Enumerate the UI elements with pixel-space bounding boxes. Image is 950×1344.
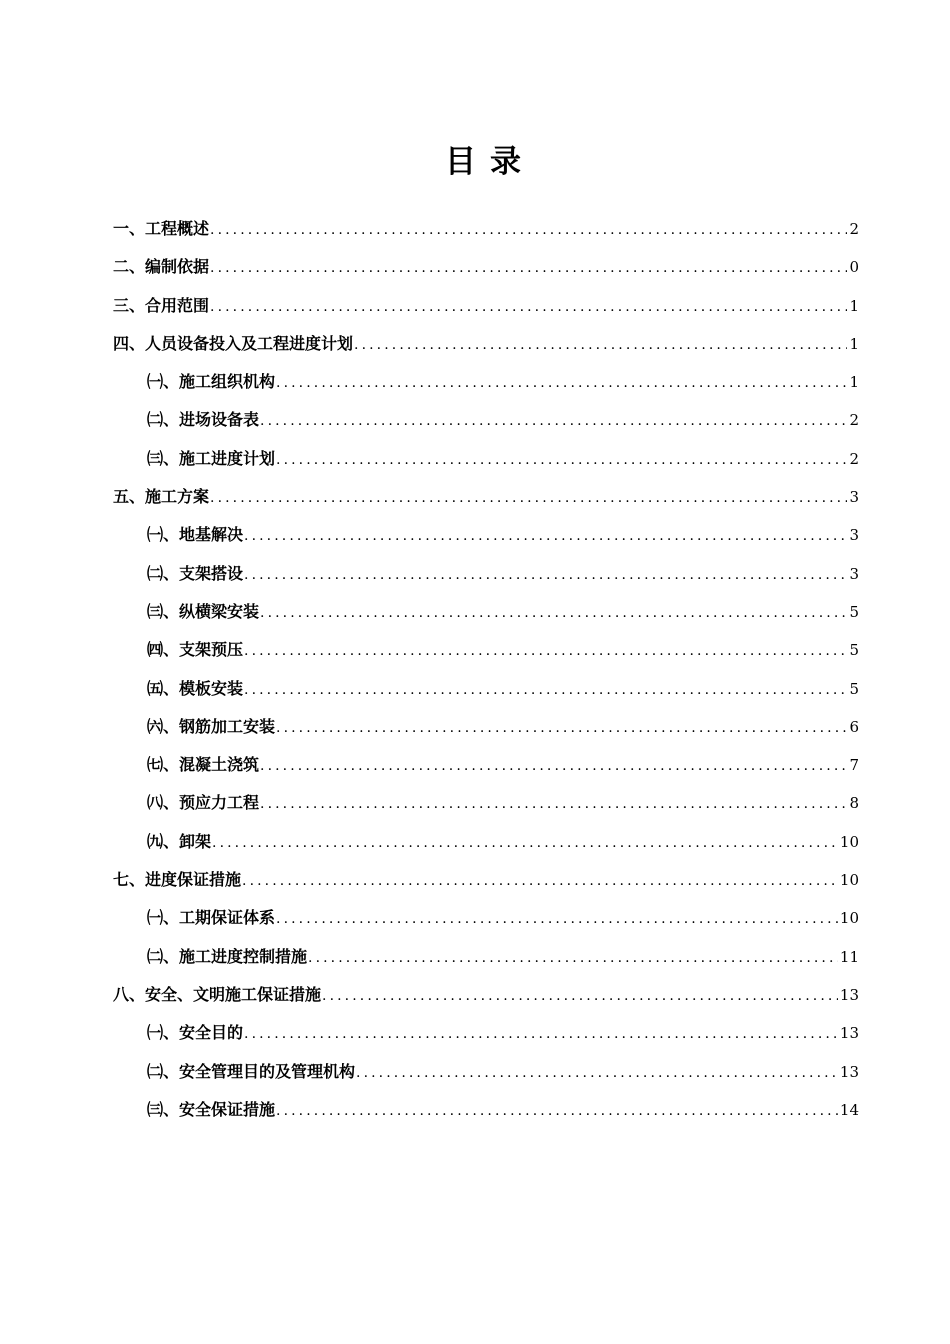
toc-page-number: 10: [839, 871, 859, 890]
toc-dot-leader: [276, 1092, 838, 1130]
toc-entry-section[interactable]: [113, 478, 859, 516]
toc-entry-label: ㈢、安全保证措施: [147, 1099, 276, 1119]
toc-page-number: 1: [849, 373, 859, 392]
toc-entry-subsection[interactable]: [113, 899, 859, 937]
toc-entry-subsection[interactable]: [113, 1014, 859, 1052]
toc-dot-leader: [242, 862, 838, 900]
toc-page-number: 10: [839, 909, 859, 928]
toc-title: 目录: [445, 144, 535, 180]
toc-entry-label: ㈧、预应力工程: [147, 793, 260, 813]
toc-entry-label: ㈡、进场设备表: [147, 410, 260, 430]
toc-dot-leader: [276, 364, 847, 402]
toc-entry-label: ㈢、纵横梁安装: [147, 601, 260, 621]
toc-dot-leader: [210, 249, 847, 287]
toc-page-number: 10: [839, 832, 859, 851]
toc-entry-label: ㈤、模板安装: [147, 678, 244, 698]
toc-entry-subsection[interactable]: [113, 440, 859, 478]
toc-entry-subsection[interactable]: [113, 670, 859, 708]
toc-page-number: 1: [849, 296, 859, 315]
toc-dot-leader: [322, 977, 838, 1015]
toc-page-number: 13: [839, 1024, 859, 1043]
toc-entry-subsection[interactable]: [113, 746, 859, 784]
toc-entry-section[interactable]: [113, 861, 859, 899]
toc-entry-subsection[interactable]: [113, 631, 859, 669]
toc-dot-leader: [210, 211, 847, 249]
toc-dot-leader: [260, 594, 847, 632]
toc-dot-leader: [276, 709, 847, 747]
toc-entry-label: 四、人员设备投入及工程进度计划: [113, 333, 354, 353]
toc-page-number: 1: [849, 334, 859, 353]
table-of-contents: [113, 210, 859, 1129]
toc-dot-leader: [356, 1054, 838, 1092]
toc-dot-leader: [354, 326, 847, 364]
toc-dot-leader: [244, 632, 847, 670]
toc-entry-label: ㈠、施工组织机构: [147, 372, 276, 392]
toc-entry-label: ㈥、钢筋加工安装: [147, 716, 276, 736]
toc-entry-label: ㈠、地基解决: [147, 525, 244, 545]
toc-dot-leader: [244, 517, 847, 555]
toc-dot-leader: [212, 824, 838, 862]
toc-page-number: 13: [839, 1062, 859, 1081]
toc-dot-leader: [210, 479, 847, 517]
toc-dot-leader: [276, 900, 838, 938]
toc-entry-label: 七、进度保证措施: [113, 870, 242, 890]
toc-dot-leader: [210, 288, 847, 326]
toc-dot-leader: [260, 402, 847, 440]
toc-page-number: 13: [839, 985, 859, 1004]
toc-dot-leader: [244, 556, 847, 594]
toc-entry-subsection[interactable]: [113, 363, 859, 401]
toc-dot-leader: [308, 939, 838, 977]
toc-dot-leader: [260, 747, 847, 785]
toc-page-number: 5: [849, 641, 859, 660]
toc-entry-subsection[interactable]: [113, 708, 859, 746]
toc-entry-section[interactable]: [113, 210, 859, 248]
toc-entry-label: 一、工程概述: [113, 219, 210, 238]
toc-page-number: 5: [849, 602, 859, 621]
toc-entry-label: ㈦、混凝土浇筑: [147, 755, 260, 775]
toc-entry-subsection[interactable]: [113, 784, 859, 822]
toc-page-number: 2: [849, 220, 859, 238]
toc-entry-label: 五、施工方案: [113, 487, 210, 507]
toc-page-number: 0: [849, 258, 859, 277]
toc-page-number: 6: [849, 717, 859, 736]
toc-dot-leader: [276, 441, 847, 479]
toc-entry-label: 八、安全、文明施工保证措施: [113, 984, 322, 1004]
toc-entry-label: ㈠、工期保证体系: [147, 908, 276, 928]
toc-entry-section[interactable]: [113, 287, 859, 325]
toc-entry-label: ㈡、安全管理目的及管理机构: [147, 1061, 356, 1081]
toc-entry-label: 三、合用范围: [113, 295, 210, 315]
toc-entry-subsection[interactable]: [113, 555, 859, 593]
toc-entry-subsection[interactable]: [113, 401, 859, 439]
toc-entry-label: ㈠、安全目的: [147, 1023, 244, 1043]
toc-entry-section[interactable]: [113, 248, 859, 286]
toc-page-number: 5: [849, 679, 859, 698]
toc-entry-subsection[interactable]: [113, 823, 859, 861]
toc-page-number: 3: [849, 526, 859, 545]
toc-page-number: 14: [839, 1100, 859, 1119]
toc-page-number: 3: [849, 564, 859, 583]
toc-entry-section[interactable]: [113, 325, 859, 363]
toc-entry-label: ㈨、卸架: [147, 831, 212, 851]
toc-entry-label: ㈡、支架搭设: [147, 563, 244, 583]
toc-dot-leader: [260, 785, 847, 823]
toc-entry-subsection[interactable]: [113, 1091, 859, 1129]
toc-page-number: 2: [849, 411, 859, 430]
toc-page-number: 7: [849, 756, 859, 775]
toc-page-number: 11: [839, 947, 859, 966]
toc-entry-label: ㈢、施工进度计划: [147, 448, 276, 468]
toc-entry-subsection[interactable]: [113, 516, 859, 554]
toc-dot-leader: [244, 1015, 838, 1053]
toc-entry-subsection[interactable]: [113, 1053, 859, 1091]
toc-page-number: 2: [849, 449, 859, 468]
toc-entry-section[interactable]: [113, 976, 859, 1014]
toc-entry-label: ㈡、施工进度控制措施: [147, 946, 308, 966]
toc-entry-subsection[interactable]: [113, 593, 859, 631]
toc-entry-label: 二、编制依据: [113, 257, 210, 277]
toc-page-number: 3: [849, 488, 859, 507]
toc-entry-label: ㈣、支架预压: [147, 640, 244, 660]
toc-entry-subsection[interactable]: [113, 938, 859, 976]
toc-page-number: 8: [849, 794, 859, 813]
toc-dot-leader: [244, 671, 847, 709]
